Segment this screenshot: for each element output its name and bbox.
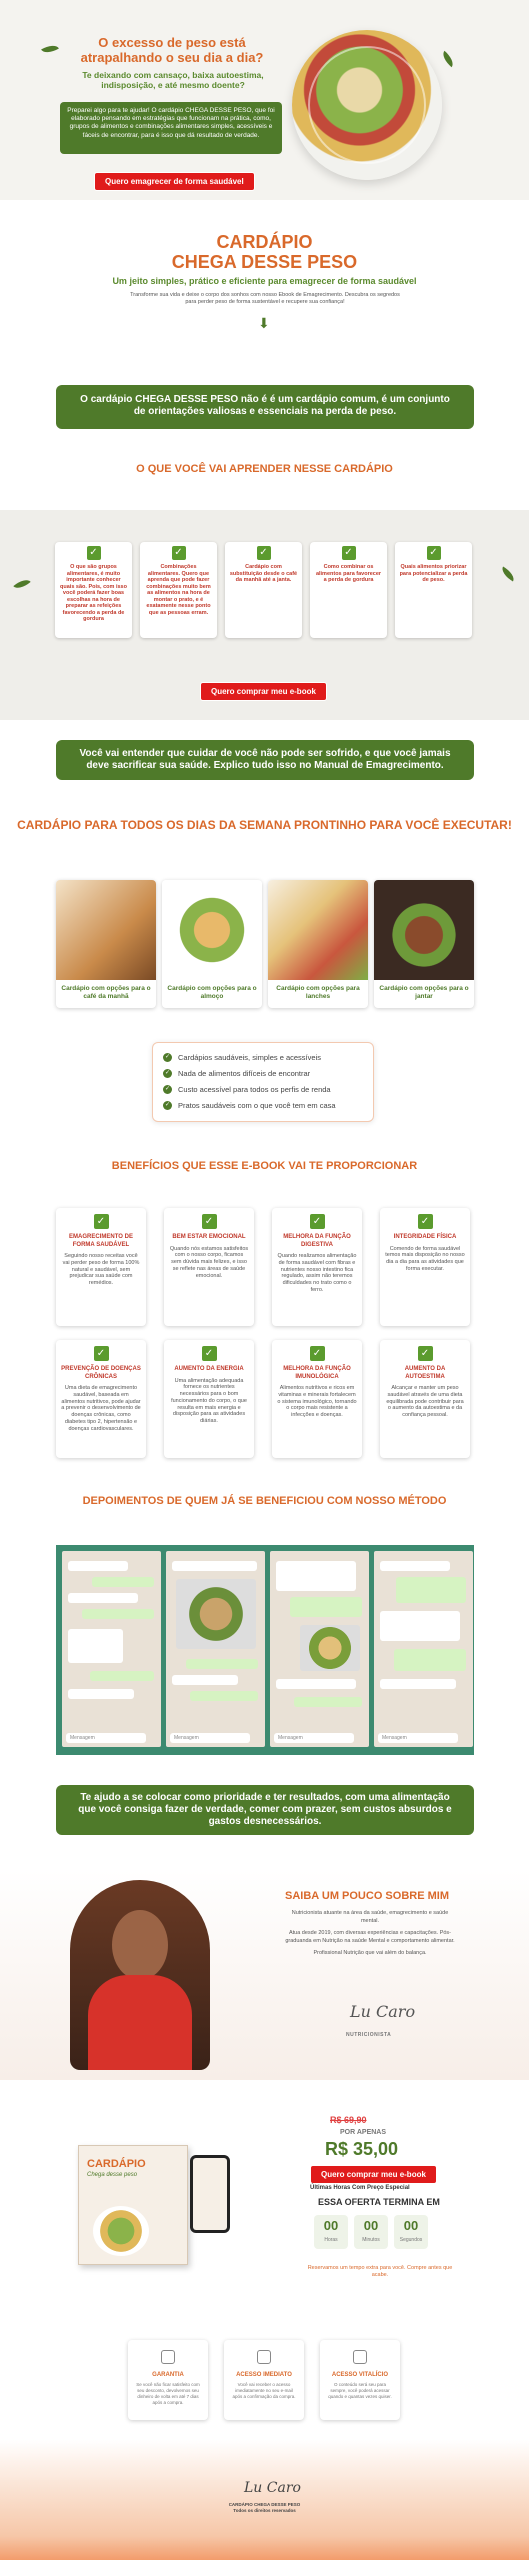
footer [0, 2440, 529, 2560]
benefit-desc: Uma dieta de emagrecimento saudável, baseada em alimentos nutritivos, pode ajudar a prevenir o desenvolvimento de doenças crônicas, como diabetes tipo 2, hipertensão e doenças cardiovasculares. [61, 1385, 141, 1432]
leaf-decoration [439, 51, 456, 67]
learn-card-text: O que são grupos alimentares, é muito importante conhecer quais são. Pois, com isso você poderá fazer boas escolhas na hora de preparar as refeições favorecendo a perda de gordura [60, 564, 127, 622]
arrow-down-icon: ⬇ [258, 315, 270, 331]
footer-line: Todos os direitos reservados [233, 2508, 296, 2513]
benefit-desc: Quando realizamos alimentação de forma saudável com fibras e nutrientes nosso intestino fica regulado, assim não teremos dificuldades no trato como o ferro. [277, 1253, 357, 1293]
about-section [0, 1870, 529, 2080]
benefit-desc: Alcançar e manter um peso saudável através de uma dieta equilibrada pode contribuir para o aumento da autoestima e da confiança pessoal. [386, 1385, 464, 1419]
chat-bubble [82, 1609, 154, 1619]
benefits-title: BENEFÍCIOS QUE ESSE E-BOOK VAI TE PROPORCIONAR [111, 1160, 418, 1172]
checklist-item [163, 1097, 363, 1113]
testimonials-screenshots [56, 1545, 474, 1755]
guarantee-title: ACESSO VITALÍCIO [331, 2372, 389, 2378]
nutritionist-photo [70, 1880, 210, 2070]
check-icon: ✓ [164, 1053, 171, 1060]
checklist-text: Custo acessível para todos os perfis de renda [178, 1084, 331, 1094]
benefit-title: EMAGRECIMENTO DE FORMA SAUDÁVEL [69, 1234, 133, 1248]
guarantee-card [320, 2340, 400, 2420]
countdown-value: 00 [323, 2218, 339, 2233]
dinner-image [374, 880, 474, 980]
countdown-label: Horas [324, 2237, 338, 2243]
testimonials-title: DEPOIMENTOS DE QUEM JÁ SE BENEFICIOU COM NOSSO MÉTODO [82, 1495, 447, 1507]
checklist-item [163, 1065, 363, 1081]
benefit-title: INTEGRIDADE FÍSICA [393, 1234, 457, 1240]
leaf-decoration [41, 42, 59, 57]
meal-card-breakfast [56, 880, 156, 1008]
check-icon: ✓ [94, 1214, 109, 1229]
checklist-item [163, 1049, 363, 1065]
meal-card-snacks [268, 880, 368, 1008]
check-icon: ✓ [310, 1346, 325, 1361]
countdown-seconds [394, 2215, 428, 2249]
guarantee-card [128, 2340, 208, 2420]
learn-card [310, 542, 387, 638]
chat-bubble [380, 1611, 460, 1641]
guarantee-card [224, 2340, 304, 2420]
benefit-desc: Seguindo nosso receitas você vai perder peso de forma 100% natural e saudável, sem prejudicar sua saúde com remédios. [62, 1253, 140, 1287]
chat-screenshot [62, 1551, 161, 1747]
last-hours-text: Últimas Horas Com Preço Especial [310, 2185, 410, 2191]
offer-ends-title: ESSA OFERTA TERMINA EM [318, 2197, 440, 2207]
benefit-card [56, 1208, 146, 1326]
guarantee-title: GARANTIA [152, 2372, 184, 2378]
cardapio-green-box: O cardápio CHEGA DESSE PESO não é é um cardápio comum, é um conjunto de orientações valiosas e essenciais na perda de peso. [56, 385, 474, 429]
phone-mockup-image [190, 2155, 230, 2233]
chat-bubble [68, 1689, 134, 1699]
cardapio-subtitle: Um jeito simples, prático e eficiente para emagrecer de forma saudável [112, 276, 417, 286]
leaf-decoration [499, 567, 517, 582]
check-icon: ✓ [418, 1214, 433, 1229]
green-box-understand: Você vai entender que cuidar de você não pode ser sofrido, e que você jamais deve sacrificar sua saúde. Explico tudo isso no Manual de Emagrecimento. [56, 740, 474, 780]
learn-card [395, 542, 472, 638]
checklist-text: Cardápios saudáveis, simples e acessíveis [178, 1052, 321, 1062]
leaf-decoration [13, 576, 30, 592]
check-icon: ✓ [427, 546, 441, 560]
salad-plate-image [292, 30, 442, 180]
check-icon: ✓ [257, 546, 271, 560]
price-prefix: POR APENAS [340, 2129, 387, 2136]
about-paragraph: Profissional Nutrição que vai além do balança. [313, 1950, 427, 1956]
meal-caption: Cardápio com opções para lanches [276, 985, 360, 1000]
benefit-card [272, 1208, 362, 1326]
benefit-desc: Uma alimentação adequada fornece os nutrientes necessários para o bom funcionamento do corpo, o que resulta em mais energia e disposição para as atividades diárias. [171, 1377, 247, 1425]
countdown-label: Minutos [362, 2237, 380, 2243]
chat-screenshot [374, 1551, 473, 1747]
footer-text [0, 2502, 529, 2514]
benefit-card [272, 1340, 362, 1458]
check-icon: ✓ [164, 1069, 171, 1076]
chat-bubble [394, 1649, 466, 1671]
benefit-title: AUMENTO DA ENERGIA [174, 1366, 244, 1372]
chat-bubble [190, 1691, 258, 1701]
green-box-help: Te ajudo a se colocar como prioridade e ter resultados, com uma alimentação que você consiga fazer de verdade, comer com prazer, sem custos absurdos e gastos desnecessários. [56, 1785, 474, 1835]
chat-bubble [68, 1593, 138, 1603]
check-icon: ✓ [164, 1101, 171, 1108]
check-icon: ✓ [172, 546, 186, 560]
check-icon: ✓ [94, 1346, 109, 1361]
learn-card [55, 542, 132, 638]
buy-ebook-button[interactable]: Quero comprar meu e-book [310, 2165, 437, 2184]
benefit-card [380, 1208, 470, 1326]
shield-icon [161, 2350, 175, 2364]
check-icon: ✓ [418, 1346, 433, 1361]
chat-bubble [172, 1675, 238, 1685]
bowl-image [93, 2206, 149, 2256]
learn-card-text: Quais alimentos priorizar para potencializar a perda de peso. [399, 564, 468, 583]
book-subtitle: Chega desse peso [87, 2172, 138, 2178]
meals-title: CARDÁPIO PARA TODOS OS DIAS DA SEMANA PRONTINHO PARA VOCÊ EXECUTAR! [17, 818, 512, 832]
chat-bubble [380, 1679, 456, 1689]
offer-note: Reservamos um tempo extra para você. Compre antes que acabe. [307, 2265, 453, 2278]
cardapio-title-line2: CHEGA DESSE PESO [171, 252, 358, 272]
message-input: Mensagem [378, 1733, 458, 1743]
cardapio-title [0, 232, 529, 272]
learn-card-text: Como combinar os alimentos para favorecer a perda de gordura [315, 564, 382, 583]
signature-subtitle: NUTRICIONISTA [346, 2032, 392, 2038]
chat-bubble [172, 1561, 257, 1571]
hero-section [0, 0, 529, 200]
lock-icon [353, 2350, 367, 2364]
chat-bubble [294, 1697, 362, 1707]
hero-cta-button[interactable]: Quero emagrecer de forma saudável [94, 172, 255, 191]
about-paragraph: Nutricionista atuante na área da saúde, emagrecimento e saúde mental. [291, 1910, 449, 1924]
check-icon: ✓ [202, 1346, 217, 1361]
about-text [285, 1910, 455, 1958]
countdown-value: 00 [363, 2218, 379, 2233]
chat-bubble [68, 1629, 123, 1663]
countdown-hours [314, 2215, 348, 2249]
about-title: SAIBA UM POUCO SOBRE MIM [285, 1890, 449, 1902]
offer-section [0, 2105, 529, 2315]
meal-card-lunch [162, 880, 262, 1008]
benefit-title: AUMENTO DA AUTOESTIMA [404, 1366, 446, 1380]
chat-bubble [68, 1561, 128, 1571]
benefit-desc: Comendo de forma saudável temos mais disposição no nosso dia a dia para as atividades que forma executar. [385, 1245, 465, 1272]
chat-bubble [290, 1597, 362, 1617]
check-icon: ✓ [164, 1085, 171, 1092]
guarantees-section [0, 2330, 529, 2440]
hero-intro-box: Preparei algo para te ajudar! O cardápio CHEGA DESSE PESO, que foi elaborado pensando em estratégias que funcionam na prática, como, grupos de alimentos e combinações alimentares simples, acessíveis e fáceis de encontrar, para é isso que dá resultado de verdade. [60, 102, 282, 154]
checklist-text: Pratos saudáveis com o que você tem em casa [178, 1100, 336, 1110]
ebook-cover-image [78, 2145, 188, 2265]
price: R$ 35,00 [325, 2139, 399, 2159]
buy-ebook-button[interactable]: Quero comprar meu e-book [200, 682, 327, 701]
chat-bubble [380, 1561, 450, 1571]
benefit-title: MELHORA DA FUNÇÃO DIGESTIVA [283, 1234, 351, 1248]
lunch-image [162, 880, 262, 980]
old-price: R$ 69,90 [330, 2115, 367, 2125]
footer-line: CARDÁPIO CHEGA DESSE PESO [228, 2502, 301, 2507]
learn-section [0, 510, 529, 720]
food-photo [300, 1625, 360, 1671]
check-icon: ✓ [87, 546, 101, 560]
benefit-title: MELHORA DA FUNÇÃO IMUNOLÓGICA [283, 1366, 351, 1380]
learn-card [225, 542, 302, 638]
guarantee-desc: Se você não ficar satisfeito com seu desconto, devolvemos seu dinheiro de volta em até 7 dias após a compra. [136, 2382, 200, 2405]
countdown-label: Segundos [399, 2237, 423, 2243]
check-icon: ✓ [310, 1214, 325, 1229]
benefit-title: BEM ESTAR EMOCIONAL [172, 1234, 246, 1240]
meal-card-dinner [374, 880, 474, 1008]
guarantee-desc: Você vai receber o acesso imediatamente no seu e-mail após a confirmação da compra. [232, 2382, 296, 2399]
cardapio-title-line1: CARDÁPIO [216, 232, 313, 252]
benefit-card [164, 1208, 254, 1326]
guarantee-title: ACESSO IMEDIATO [236, 2372, 292, 2378]
guarantee-desc: O conteúdo será seu para sempre, você poderá acessar quando e quantas vezes quiser. [328, 2382, 392, 2399]
hero-subtitle: Te deixando com cansaço, baixa autoestima, indisposição, e até mesmo doente? [82, 70, 264, 90]
email-icon [257, 2350, 271, 2364]
footer-logo: Lu Caro [244, 2480, 301, 2496]
countdown-minutes [354, 2215, 388, 2249]
breakfast-image [56, 880, 156, 980]
learn-card-text: Cardápio com substituição desde o café da manhã até a janta. [229, 564, 298, 583]
benefit-card [380, 1340, 470, 1458]
check-icon: ✓ [202, 1214, 217, 1229]
cardapio-section [0, 200, 529, 370]
chat-bubble [396, 1577, 466, 1603]
benefit-desc: Quando nós estamos satisfeitos com o nosso corpo, ficamos sem dúvida mais felizes, e isso se reflete nas áreas de saúde emocional. [169, 1245, 249, 1279]
meal-caption: Cardápio com opções para o jantar [379, 985, 469, 1000]
meal-caption: Cardápio com opções para o café da manhã [61, 985, 151, 1000]
check-icon: ✓ [342, 546, 356, 560]
chat-bubble [186, 1659, 258, 1669]
countdown-value: 00 [403, 2218, 419, 2233]
checklist-item [163, 1081, 363, 1097]
message-input: Mensagem [170, 1733, 250, 1743]
chat-bubble [276, 1561, 356, 1591]
cardapio-paragraph: Transforme sua vida e deixe o corpo dos sonhos com nosso Ebook de Emagrecimento. Descubra os segredos para perder peso de forma sustentável e recupere sua confiança! [130, 292, 400, 305]
features-checklist [152, 1042, 374, 1122]
chat-bubble [92, 1577, 154, 1587]
hero-title: O excesso de peso está atrapalhando o seu dia a dia? [80, 35, 264, 65]
benefit-card [164, 1340, 254, 1458]
chat-bubble [276, 1679, 356, 1689]
snacks-image [268, 880, 368, 980]
benefit-card [56, 1340, 146, 1458]
learn-title: O QUE VOCÊ VAI APRENDER NESSE CARDÁPIO [136, 463, 393, 475]
benefit-title: PREVENÇÃO DE DOENÇAS CRÔNICAS [61, 1366, 141, 1380]
food-photo [176, 1579, 256, 1649]
learn-card [140, 542, 217, 638]
chat-screenshot [166, 1551, 265, 1747]
learn-card-text: Combinações alimentares. Quero que aprenda que pode fazer combinações muito bem as alimentos na hora de montar o prato, e é exatamente nesse ponto que as pessoas erram. [146, 564, 211, 616]
chat-screenshot [270, 1551, 369, 1747]
message-input: Mensagem [66, 1733, 146, 1743]
chat-bubble [90, 1671, 154, 1681]
benefit-desc: Alimentos nutritivos e ricos em vitaminas e minerais fortalecem o sistema imunológico, tornando o corpo mais resistente a infecções e doenças. [277, 1385, 357, 1419]
message-input: Mensagem [274, 1733, 354, 1743]
checklist-text: Nada de alimentos difíceis de encontrar [178, 1068, 311, 1078]
signature-logo: Lu Caro [350, 2002, 416, 2021]
about-paragraph: Atua desde 2019, com diversas experiências e capacitações. Pós-graduanda em Nutrição na saúde Mental e comportamento alimentar. [285, 1930, 455, 1944]
book-title: CARDÁPIO [87, 2158, 146, 2170]
meal-caption: Cardápio com opções para o almoço [167, 985, 257, 1000]
